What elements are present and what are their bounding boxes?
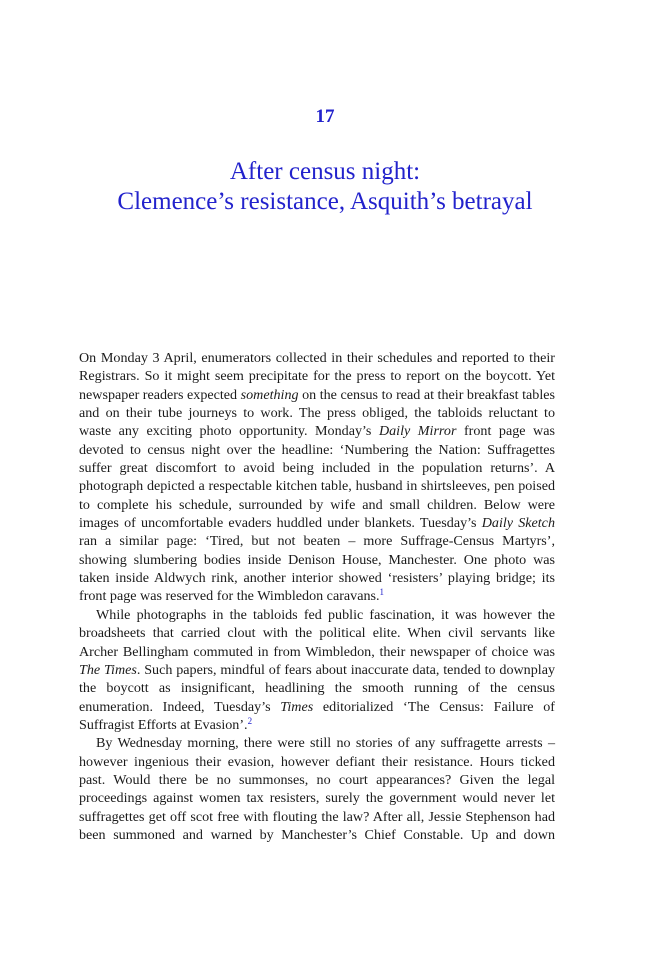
- publication-times: Times: [280, 698, 314, 715]
- paragraph-1-text-c: front page was devoted to census night over the headline: ‘Numbering the Nation: Suffragettes suffer great discomfort to avoid being included in the population returns’. A photograph depicted a respectable kitchen table, husband in shirtsleeves, pen poised to complete his schedule, surrounded by wife and small children. Below were images of uncomfortable evaders huddled under blankets. Tuesday’s: [79, 423, 555, 532]
- paragraph-3: By Wednesday morning, there were still no stories of any suffragette arrests – however ingenious their evasion, however defiant their resistance. Hours ticked past. Would there be no summonses, no court appearances? Given the legal proceedings against women tax resisters, surely the government would never let suffragettes get off scot free with flouting the law? After all, Jessie Stephenson had been summoned and warned by Manchester’s Chief Constable. Up and down: [79, 735, 555, 843]
- chapter-body: [79, 349, 555, 844]
- emphasis-something: something: [240, 386, 299, 403]
- publication-daily-sketch: Daily Sketch: [481, 515, 555, 532]
- paragraph-2-text-b: . Such papers, mindful of fears about inaccurate data, tended to downplay the boycott as insignificant, headlining the smooth running of the census enumeration. Indeed, Tuesday’s: [79, 661, 555, 715]
- paragraph-1-text-a: On Monday 3 April, enumerators collected in their schedules and reported to their Registrars. So it might seem precipitate for the press to report on the boycott. Yet newspaper readers expected: [79, 350, 555, 403]
- chapter-title: [0, 157, 650, 217]
- paragraph-1: [79, 349, 555, 606]
- chapter-title-line-1: After census night:: [229, 158, 421, 185]
- footnote-ref-2[interactable]: 2: [247, 715, 253, 726]
- chapter-title-line-2: Clemence’s resistance, Asquith’s betrayal: [117, 188, 533, 215]
- paragraph-2-text-a: While photographs in the tabloids fed public fascination, it was however the broadsheets that carried clout with the political elite. When civil servants like Archer Bellingham commuted in from Wimbledon, their newspaper of choice was: [79, 606, 555, 660]
- paragraph-1-text-b: on the census to read at their breakfast tables and on their tube journeys to work. The press obliged, the tabloids reluctant to waste any exciting photo opportunity. Monday’s: [79, 386, 555, 440]
- publication-the-times: The Times: [79, 661, 137, 678]
- publication-daily-mirror: Daily Mirror: [378, 423, 457, 440]
- chapter-number: 17: [315, 106, 335, 127]
- paragraph-2: [79, 606, 555, 734]
- paragraph-1-text-d: ran a similar page: ‘Tired, but not beaten – more Suffrage-Census Martyrs’, showing slumbering bodies inside Denison House, Manchester. One photo was taken inside Aldwych rink, another interior showed ‘resisters’ playing bridge; its front page was reserved for the Wimbledon caravans.: [79, 533, 555, 605]
- paragraph-2-text-c: editorialized ‘The Census: Failure of Suffragist Efforts at Evasion’.: [79, 698, 555, 733]
- footnote-ref-1[interactable]: 1: [379, 587, 385, 598]
